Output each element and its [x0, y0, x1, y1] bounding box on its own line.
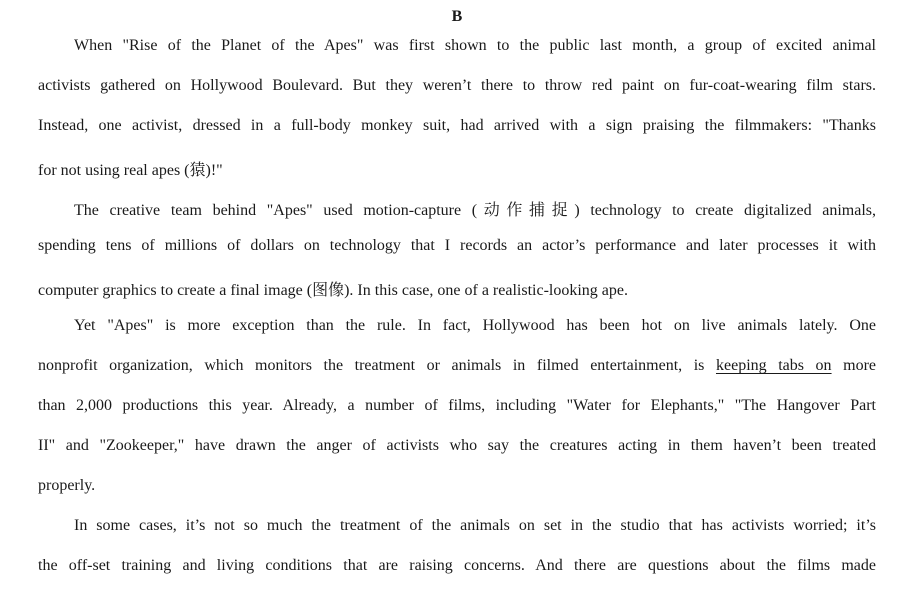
line-text-after: more — [831, 357, 877, 374]
paragraph-line: The creative team behind "Apes" used motion-capture (动作捕捉) technology to create digitalized animals, — [74, 202, 876, 219]
paragraph-line: II" and "Zookeeper," have drawn the anger of activists who say the creatures acting in them haven’t been treated — [38, 437, 876, 454]
paragraph-line: properly. — [38, 477, 96, 494]
paragraph-line: When "Rise of the Planet of the Apes" was first shown to the public last month, a group of excited animal — [74, 37, 876, 54]
paragraph-line: the off-set training and living conditions that are raising concerns. And there are questions about the films made — [38, 557, 876, 574]
paragraph-1 — [38, 37, 876, 197]
paragraph-line: In some cases, it’s not so much the treatment of the animals on set in the studio that has activists worried; it’s — [74, 517, 876, 534]
article-body — [38, 37, 876, 597]
paragraph-line: than 2,000 productions this year. Already, a number of films, including "Water for Elephants," "The Hangover Part — [38, 397, 876, 414]
paragraph-line: spending tens of millions of dollars on technology that I records an actor’s performance and later processes it with — [38, 237, 876, 254]
line-text-before: nonprofit organization, which monitors the treatment or animals in filmed entertainment, is — [38, 357, 716, 374]
section-title: B — [451, 8, 463, 25]
paragraph-line: Instead, one activist, dressed in a full-body monkey suit, had arrived with a sign praising the filmmakers: "Thanks — [38, 117, 876, 134]
paragraph-line: Yet "Apes" is more exception than the rule. In fact, Hollywood has been hot on live animals lately. One — [74, 317, 876, 334]
paragraph-line: computer graphics to create a final image (图像). In this case, one of a realistic-looking ape. — [38, 282, 628, 299]
underlined-phrase: keeping tabs on — [715, 357, 832, 374]
paragraph-3 — [38, 317, 876, 517]
document-page — [38, 0, 877, 574]
paragraph-2 — [38, 197, 876, 317]
paragraph-line: activists gathered on Hollywood Boulevard. But they weren’t there to throw red paint on fur-coat-wearing film stars. — [38, 77, 876, 94]
paragraph-4 — [38, 517, 876, 597]
paragraph-line: for not using real apes (猿)!" — [38, 162, 223, 179]
paragraph-line-with-underline — [38, 357, 876, 397]
